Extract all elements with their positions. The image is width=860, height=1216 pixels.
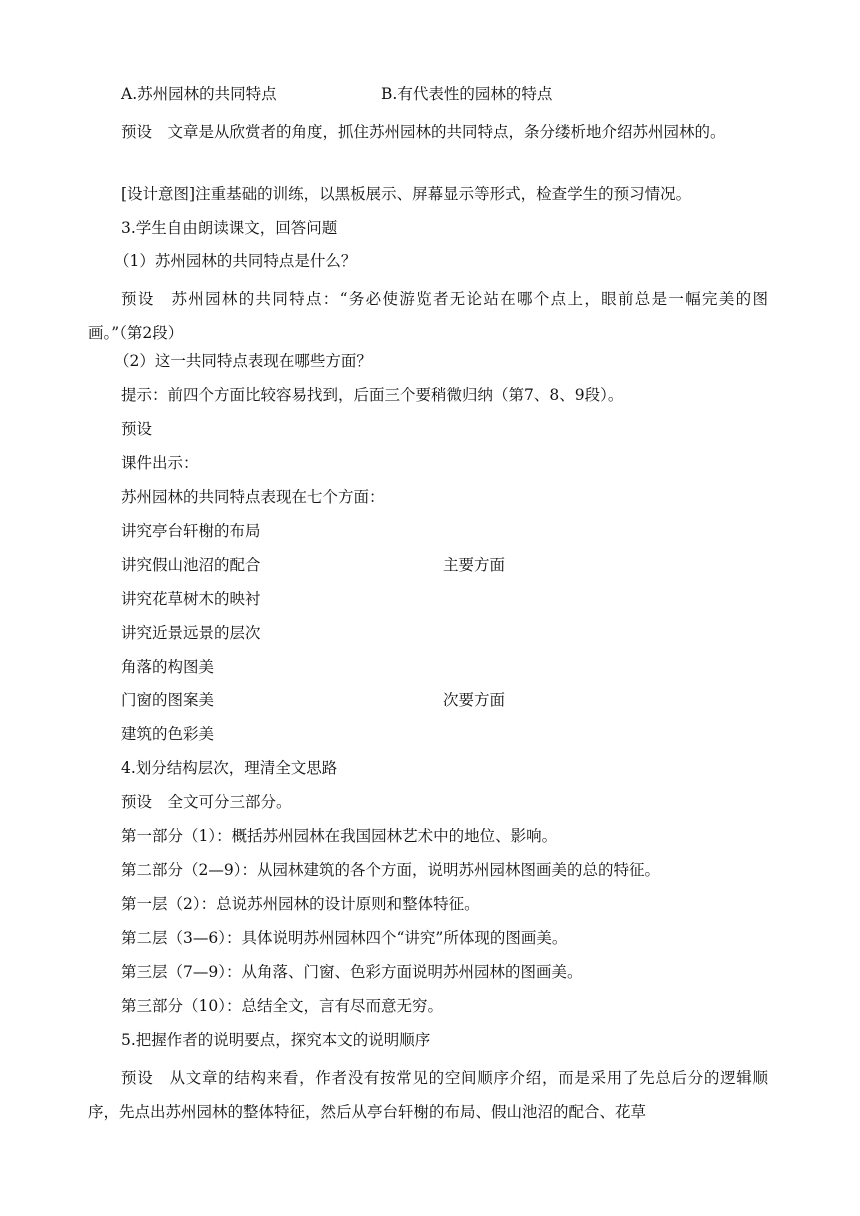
aspect-item: 门窗的图案美 xyxy=(121,691,215,709)
aspect-item: 讲究亭台轩榭的布局 xyxy=(121,522,261,540)
option-a: A.苏州园林的共同特点 xyxy=(121,85,277,103)
minor-aspects-label: 次要方面 xyxy=(443,691,506,709)
main-aspects-label: 主要方面 xyxy=(443,556,506,574)
aspect-item: 讲究假山池沼的配合 xyxy=(121,556,261,574)
step-5-heading: 5.把握作者的说明要点，探究本文的说明顺序 xyxy=(121,1031,431,1049)
preset-paragraph-2: 预设 苏州园林的共同特点：“务必使游览者无论站在哪个点上，眼前总是一幅完美的图画。”（第2段） xyxy=(88,290,768,342)
layer-2: 第二层（3—6）：具体说明苏州园林四个“讲究”所体现的图画美。 xyxy=(121,929,568,947)
seven-aspects-intro: 苏州园林的共同特点表现在七个方面： xyxy=(121,488,385,506)
layer-3: 第三层（7—9）：从角落、门窗、色彩方面说明苏州园林的图画美。 xyxy=(121,963,583,981)
slide-label: 课件出示： xyxy=(121,454,199,472)
hint: 提示：前四个方面比较容易找到，后面三个要稍微归纳（第7、8、9段）。 xyxy=(121,386,624,404)
question-1: （1）苏州园林的共同特点是什么？ xyxy=(114,252,357,270)
part-2: 第二部分（2—9）：从园林建筑的各个方面，说明苏州园林图画美的总的特征。 xyxy=(121,861,660,879)
preset-paragraph-3: 预设 全文可分三部分。 xyxy=(121,793,292,811)
preset-paragraph-1: 预设 文章是从欣赏者的角度，抓住苏州园林的共同特点，条分缕析地介绍苏州园林的。 xyxy=(121,123,726,141)
part-1: 第一部分（1）：概括苏州园林在我国园林艺术中的地位、影响。 xyxy=(121,827,558,845)
aspect-item: 角落的构图美 xyxy=(121,658,215,676)
aspect-item: 讲究花草树木的映衬 xyxy=(121,590,261,608)
design-intent: [设计意图]注重基础的训练，以黑板展示、屏幕显示等形式，检查学生的预习情况。 xyxy=(121,185,692,203)
step-3-heading: 3.学生自由朗读课文，回答问题 xyxy=(121,219,338,237)
question-2: （2）这一共同特点表现在哪些方面？ xyxy=(114,352,372,370)
preset-label: 预设 xyxy=(121,420,153,438)
step-4-heading: 4.划分结构层次，理清全文思路 xyxy=(121,759,338,777)
aspect-item: 讲究近景远景的层次 xyxy=(121,624,261,642)
part-3: 第三部分（10）：总结全文，言有尽而意无穷。 xyxy=(121,997,443,1015)
preset-paragraph-4: 预设 从文章的结构来看，作者没有按常见的空间顺序介绍，而是采用了先总后分的逻辑顺序，先点出苏州园林的整体特征，然后从亭台轩榭的布局、假山池沼的配合、花草 xyxy=(88,1069,768,1121)
aspect-item: 建筑的色彩美 xyxy=(121,725,215,743)
option-b: B.有代表性的园林的特点 xyxy=(381,85,553,103)
layer-1: 第一层（2）：总说苏州园林的设计原则和整体特征。 xyxy=(121,895,480,913)
